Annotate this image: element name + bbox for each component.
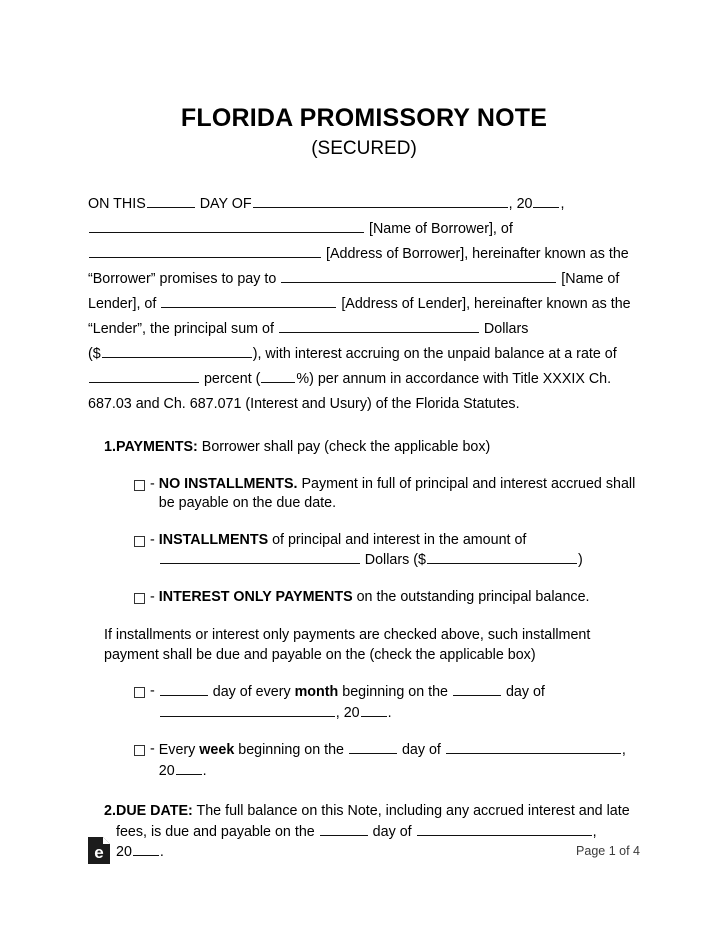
date-month-blank[interactable] [253,194,508,208]
checkbox-interest-only[interactable] [134,593,145,604]
intro-text: 687.03 and Ch. 687.071 (Interest and Usury) of the Florida Statutes. [88,396,520,413]
section-text: 20 [116,844,132,861]
option-description: Every [158,742,200,759]
week-begin-day-blank[interactable] [349,740,397,754]
page-subtitle: (SECURED) [311,137,417,159]
title-block [88,0,640,161]
checkbox-frequency-month[interactable] [134,687,145,698]
option-description: day of every [208,684,295,701]
due-date-day-blank[interactable] [320,822,368,836]
intro-text: Lender], of [88,296,157,313]
option-no-installments[interactable] [88,475,640,514]
section-heading: PAYMENTS: [116,439,198,456]
week-begin-month-blank[interactable] [446,740,621,754]
intro-text: , 20 [508,196,533,213]
checkbox-frequency-week[interactable] [134,745,145,756]
option-description: . [202,762,207,779]
option-label: INTEREST ONLY PAYMENTS [158,588,353,605]
installment-amount-number-blank[interactable] [427,550,577,564]
option-dash: - [150,588,155,605]
intro-text: ON THIS [88,196,146,213]
option-dash: - [150,475,155,492]
option-interest-only[interactable] [88,588,640,608]
interest-rate-words-blank[interactable] [89,369,199,383]
intro-paragraph [88,192,640,417]
intro-line-4 [88,267,640,292]
intro-text: [Name of Borrower], of [368,221,513,238]
lender-address-blank[interactable] [161,294,336,308]
option-description: , 20 [158,742,626,779]
intro-line-5 [88,292,640,317]
installment-amount-words-blank[interactable] [160,550,360,564]
borrower-address-blank[interactable] [89,244,321,258]
option-frequency-month[interactable] [88,682,640,723]
intro-text: [Address of Lender], hereinafter known as the [341,296,631,313]
option-text [159,682,640,723]
option-dash: - [150,741,155,758]
option-dash: - [150,683,155,700]
intro-text: percent ( [203,371,261,388]
option-description: ) [577,552,583,569]
option-description: day of [501,684,545,701]
section-number: 1. [104,439,116,456]
intro-text: “Lender”, the principal sum of [88,321,274,338]
intro-text: “Borrower” promises to pay to [88,271,277,288]
intro-text: ), with interest accruing on the unpaid balance at a rate of [252,346,617,363]
interest-rate-number-blank[interactable] [261,369,295,383]
logo-letter: e [94,843,104,862]
installment-note-paragraph: If installments or interest only payments are checked above, such installment payment shall be due and payable on the (check the applicable box) [104,627,591,663]
option-description: beginning on the [234,742,348,759]
edocument-logo-icon [88,837,110,864]
section-number: 2. [104,803,116,820]
page-footer [88,837,640,864]
month-begin-month-blank[interactable] [160,703,335,717]
intro-line-2 [88,217,640,242]
intro-text: [Name of [561,271,620,288]
section-text: The full balance on this Note, including any accrued interest and late fees, is due and payable on the [116,803,630,840]
due-date-month-blank[interactable] [417,822,592,836]
principal-amount-blank[interactable] [102,344,252,358]
section-heading: DUE DATE: [116,803,193,820]
section-body [116,438,640,458]
checkbox-no-installments[interactable] [134,480,145,491]
option-description: beginning on the [338,684,452,701]
intro-text: ($ [88,346,101,363]
page-number: Page 1 of 4 [576,843,640,858]
section-text: day of [368,823,416,840]
option-text [159,475,640,514]
borrower-name-blank[interactable] [89,219,364,233]
option-dash: - [150,531,155,548]
section-text: Borrower shall pay (check the applicable box) [197,439,491,456]
option-text [159,740,640,781]
option-description: day of [397,742,445,759]
option-installments[interactable] [88,531,640,571]
principal-words-blank[interactable] [279,319,479,333]
date-year-blank[interactable] [533,194,559,208]
intro-line-1 [88,192,640,217]
section-text: , [592,823,597,840]
option-label: month [294,684,339,701]
intro-text: [Address of Borrower], hereinafter known as the [325,246,629,263]
option-text [159,531,640,571]
intro-line-8 [88,367,640,392]
section-text: . [159,844,164,861]
intro-text: Dollars [483,321,529,338]
date-day-blank[interactable] [147,194,195,208]
intro-line-6 [88,317,640,342]
intro-text: DAY OF [199,196,252,213]
month-begin-day-blank[interactable] [453,682,501,696]
page-title: FLORIDA PROMISSORY NOTE [180,104,548,132]
option-description: . [387,704,392,721]
option-description: , 20 [335,704,360,721]
option-frequency-week[interactable] [88,740,640,781]
option-description: Dollars ($ [364,552,426,569]
option-label: week [199,742,235,759]
section-payments [88,438,640,458]
option-description: Payment in full of principal and interest accrued shall be payable on the due date. [158,475,636,512]
intro-line-3 [88,242,640,267]
checkbox-installments[interactable] [134,536,145,547]
intro-text: %) per annum in accordance with Title XXXIX Ch. [296,371,612,388]
month-day-blank[interactable] [160,682,208,696]
intro-line-9 [88,392,640,417]
option-description: on the outstanding principal balance. [352,588,590,605]
option-description: of principal and interest in the amount of [268,531,527,548]
option-text [159,588,640,608]
option-label: NO INSTALLMENTS. [158,475,298,492]
intro-line-7 [88,342,640,367]
option-label: INSTALLMENTS [158,531,269,548]
month-begin-year-blank[interactable] [361,703,387,717]
intro-text: , [560,196,565,213]
lender-name-blank[interactable] [281,269,556,283]
week-begin-year-blank[interactable] [176,761,202,775]
